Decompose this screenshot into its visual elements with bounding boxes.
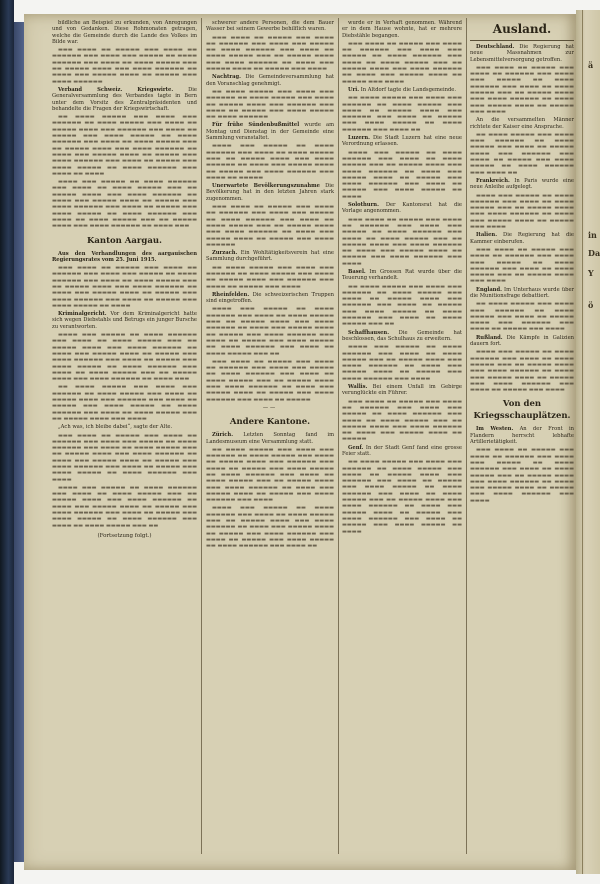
edge-fragment: ä — [588, 60, 594, 70]
article-paragraph: Die Gemeindeversammlung hat den Voranschlag genehmigt. — [206, 74, 334, 87]
filler-text: ▬▬▬▬ ▬▬▬ ▬▬▬▬▬ ▬▬ ▬▬▬▬ ▬▬▬▬▬▬ ▬▬▬ ▬▬▬▬ ▬▬ ▬▬▬▬ ▬▬▬▬▬ ▬▬▬ ▬▬ ▬▬▬▬▬ ▬▬▬▬ ▬▬▬ ▬▬▬▬ ▬▬▬▬▬▬ ▬▬ ▬▬▬▬ ▬▬▬ ▬▬▬▬▬ ▬▬▬▬ ▬▬ ▬▬▬▬▬ ▬▬▬ ▬▬▬▬ ▬▬▬▬▬▬ ▬▬▬ ▬▬▬▬ ▬▬ ▬▬▬▬▬ ▬▬▬ ▬▬▬▬ ▬▬▬▬▬ ▬▬ ▬▬▬▬ ▬▬▬▬▬▬ ▬▬▬ ▬▬▬▬ ▬▬ ▬▬▬▬ ▬▬▬▬▬ ▬▬▬ ▬▬ — [206, 306, 334, 357]
article-paragraph: In Paris wurde eine neue Anleihe aufgelegt. — [470, 177, 574, 191]
article-paragraph: Vor dem Kriminalgericht hatte sich wegen Diebstahls und Betrugs ein junger Bursche zu verantworten. — [52, 311, 197, 330]
section-subhead: Schaffhausen. — [348, 329, 389, 336]
section-subhead: Kriminalgericht. — [58, 311, 107, 318]
section-heading: Kanton Aargau. — [87, 235, 162, 246]
section-subhead: Basel. — [348, 268, 366, 275]
article-paragraph: wurde er in Verhaft genommen. Während er in dem Hause wohnte, hat er mehrere Diebstähle begangen. — [342, 20, 462, 39]
section-heading: Ausland. — [492, 22, 552, 36]
article-paragraph: Der Kantonsrat hat die Vorlage angenommen. — [342, 202, 462, 215]
article-paragraph: In der Stadt Genf fand eine grosse Feier statt. — [342, 444, 462, 457]
article-paragraph: An der Front in Flandern herrscht lebhafte Artillerietätigkeit. — [470, 426, 574, 446]
book-binding — [0, 0, 14, 884]
filler-text: ▬▬▬▬ ▬▬▬ ▬▬▬▬▬ ▬▬ ▬▬▬▬ ▬▬▬▬▬▬ ▬▬▬ ▬▬▬▬ ▬▬ ▬▬▬▬ ▬▬▬▬▬ ▬▬▬ ▬▬ ▬▬▬▬▬ ▬▬▬▬ ▬▬▬ ▬▬▬▬ ▬▬▬▬▬▬ ▬▬ ▬▬▬▬ ▬▬▬ ▬▬▬▬▬ ▬▬▬▬ ▬▬ ▬▬▬▬▬ ▬▬▬ ▬▬▬▬ ▬▬▬▬▬▬ ▬▬▬ ▬▬▬▬ ▬▬ ▬▬▬▬▬ ▬▬▬ ▬▬▬▬ — [470, 349, 574, 394]
filler-text: ▬▬▬ ▬▬▬▬ ▬▬ ▬▬▬▬▬ ▬▬▬ ▬▬▬▬ ▬▬ ▬▬▬▬▬▬ ▬▬▬ ▬▬▬▬ ▬▬▬ ▬▬▬▬▬ ▬▬ ▬▬▬▬ ▬▬▬▬▬▬ ▬▬▬ ▬▬▬▬ ▬▬ ▬▬▬▬ ▬▬▬▬▬ ▬▬▬ ▬▬ ▬▬▬▬▬ ▬▬▬▬ ▬▬▬ ▬▬▬▬ ▬▬▬▬▬▬ ▬▬ ▬▬▬▬ ▬▬▬ ▬▬▬▬▬ ▬▬▬▬ ▬▬ ▬▬▬▬▬ ▬▬▬ ▬▬▬▬ — [342, 40, 462, 85]
section-heading: Von den Kriegsschauplätzen. — [473, 399, 571, 422]
filler-text: ▬▬ ▬▬▬▬ ▬▬▬▬▬ ▬▬▬ ▬▬▬▬ ▬▬▬ ▬▬▬▬▬▬ ▬▬ ▬▬▬▬ ▬▬▬▬▬ ▬▬▬ ▬▬▬▬ ▬▬ ▬▬▬▬▬ ▬▬▬▬ ▬▬▬ ▬▬▬▬▬▬ ▬▬▬ ▬▬▬▬ ▬▬ ▬▬▬▬▬ ▬▬▬ ▬▬▬▬ — [470, 301, 574, 333]
edge-fragment: ö — [588, 300, 594, 310]
article-paragraph: Die Kämpfe in Galizien dauern fort. — [470, 334, 574, 348]
article-paragraph: wurde am Montag und Dienstag in der Gemeinde eine Sammlung veranstaltet. — [206, 122, 334, 142]
filler-text: ▬▬▬▬ ▬▬▬ ▬▬▬▬▬ ▬▬ ▬▬▬▬ ▬▬▬▬▬▬ ▬▬▬ ▬▬▬▬ ▬▬ ▬▬▬▬ ▬▬▬▬▬ ▬▬▬ ▬▬ ▬▬▬▬▬ ▬▬▬▬ ▬▬▬ ▬▬▬▬ ▬▬▬▬▬▬ ▬▬ ▬▬▬▬ ▬▬▬ ▬▬▬▬▬ ▬▬▬▬ ▬▬ ▬▬▬▬▬ ▬▬▬ ▬▬▬▬ — [470, 192, 574, 231]
column-3 — [342, 20, 462, 852]
filler-text: ▬▬ ▬▬▬▬ ▬▬▬▬▬ ▬▬▬ ▬▬▬▬ ▬▬▬ ▬▬▬▬▬▬ ▬▬ ▬▬▬▬ ▬▬▬▬▬ ▬▬▬ ▬▬▬▬ ▬▬ ▬▬▬▬▬ ▬▬▬▬ ▬▬▬ ▬▬▬▬▬▬ ▬▬▬ ▬▬▬▬ ▬▬ ▬▬▬▬▬ ▬▬▬ ▬▬▬▬ ▬▬▬▬▬ ▬▬ ▬▬▬▬ ▬▬▬▬▬▬ ▬▬▬ ▬▬▬▬ ▬▬ ▬▬▬▬ ▬▬▬▬▬ ▬▬▬ ▬▬ ▬▬▬▬▬ ▬▬▬▬ ▬▬▬ ▬▬▬▬ — [52, 384, 197, 422]
separator: —— — [262, 404, 278, 411]
article-quote: „Ach was, ich bleibe dabei“, sagte der Alte. — [58, 424, 173, 431]
filler-text: ▬▬▬▬ ▬▬▬ ▬▬▬▬▬ ▬▬ ▬▬▬▬ ▬▬▬▬▬▬ ▬▬▬ ▬▬▬▬ ▬▬ ▬▬▬▬ ▬▬▬▬▬ ▬▬▬ ▬▬ ▬▬▬▬▬ ▬▬▬▬ ▬▬▬ ▬▬▬▬ ▬▬▬▬▬▬ ▬▬ ▬▬▬▬ ▬▬▬ ▬▬▬▬▬ ▬▬▬▬ ▬▬ ▬▬▬▬▬ ▬▬▬ ▬▬▬▬ ▬▬▬▬▬▬ ▬▬▬ ▬▬▬▬ ▬▬ ▬▬▬▬▬ ▬▬▬ ▬▬▬▬ ▬▬▬▬▬ ▬▬ ▬▬▬▬ ▬▬▬▬▬▬ ▬▬▬ ▬▬▬▬ ▬▬ ▬▬▬▬ ▬▬▬▬▬ ▬▬▬ ▬▬ ▬▬▬▬▬ ▬▬▬▬ ▬▬▬ ▬▬▬▬ ▬▬▬▬▬▬ ▬▬ ▬▬▬▬ ▬▬▬ — [52, 332, 197, 383]
filler-text: ▬▬ ▬▬▬▬ ▬▬▬▬▬ ▬▬▬ ▬▬▬▬ ▬▬▬ ▬▬▬▬▬▬ ▬▬ ▬▬▬▬ ▬▬▬▬▬ ▬▬▬ ▬▬▬▬ ▬▬ ▬▬▬▬▬ ▬▬▬▬ ▬▬▬ ▬▬▬▬▬▬ ▬▬▬ ▬▬▬▬ ▬▬ ▬▬▬▬▬ ▬▬▬ ▬▬▬▬ — [206, 264, 334, 290]
section-subhead: Verband Schweiz. Kriegswirte. — [58, 86, 174, 93]
section-subhead: Uri. — [348, 86, 360, 93]
filler-text: ▬▬▬ ▬▬▬▬ ▬▬ ▬▬▬▬▬ ▬▬▬ ▬▬▬▬ ▬▬ ▬▬▬▬▬▬ ▬▬▬ ▬▬▬▬ ▬▬▬ ▬▬▬▬▬ ▬▬ ▬▬▬▬ ▬▬▬▬▬▬ ▬▬▬ ▬▬▬▬ ▬▬ ▬▬▬▬ ▬▬▬▬▬ ▬▬▬ ▬▬ ▬▬▬▬▬ ▬▬▬▬ ▬▬▬ ▬▬▬▬ — [470, 246, 574, 285]
column-4 — [470, 20, 574, 852]
article-paragraph: Im Grossen Rat wurde über die Teuerung verhandelt. — [342, 268, 462, 282]
section-subhead: Zürich. — [212, 432, 233, 439]
filler-text: ▬▬▬▬ ▬▬▬ ▬▬▬▬▬ ▬▬ ▬▬▬▬ ▬▬▬▬▬▬ ▬▬▬ ▬▬▬▬ ▬▬ ▬▬▬▬ ▬▬▬▬▬ ▬▬▬ ▬▬ ▬▬▬▬▬ ▬▬▬▬ ▬▬▬ ▬▬▬▬ ▬▬▬▬▬▬ ▬▬ ▬▬▬▬ ▬▬▬ ▬▬▬▬▬ ▬▬▬▬ ▬▬ ▬▬▬▬▬ ▬▬▬ ▬▬▬▬ ▬▬▬▬▬▬ ▬▬▬ ▬▬▬▬ ▬▬ ▬▬▬▬▬ ▬▬▬ ▬▬▬▬ ▬▬▬▬▬ ▬▬ ▬▬▬▬ ▬▬▬▬▬▬ ▬▬▬ ▬▬▬▬ ▬▬ — [206, 505, 334, 550]
filler-text: ▬▬ ▬▬▬▬ ▬▬▬▬▬ ▬▬▬ ▬▬▬▬ ▬▬▬ ▬▬▬▬▬▬ ▬▬ ▬▬▬▬ ▬▬▬▬▬ ▬▬▬ ▬▬▬▬ ▬▬ ▬▬▬▬▬ ▬▬▬▬ ▬▬▬ ▬▬▬▬▬▬ ▬▬▬ ▬▬▬▬ ▬▬ ▬▬▬▬▬ ▬▬▬ ▬▬▬▬ ▬▬▬▬▬ ▬▬ ▬▬▬▬ ▬▬▬▬▬▬ — [206, 88, 334, 121]
column-2 — [206, 20, 334, 852]
article-paragraph: An die versammelten Männer richtete der Kaiser eine Ansprache. — [470, 117, 574, 130]
section-subhead: Zurzach. — [212, 250, 238, 257]
article-paragraph: Die Regierung hat die Kammer einberufen. — [470, 232, 574, 245]
section-subhead: Rheinfelden. — [212, 291, 250, 298]
filler-text: ▬▬▬ ▬▬▬▬ ▬▬ ▬▬▬▬▬ ▬▬▬ ▬▬▬▬ ▬▬ ▬▬▬▬▬▬ ▬▬▬ ▬▬▬▬ ▬▬▬ ▬▬▬▬▬ ▬▬ ▬▬▬▬ ▬▬▬▬▬▬ ▬▬▬ ▬▬▬▬ ▬▬ ▬▬▬▬ ▬▬▬▬▬ ▬▬▬ ▬▬ ▬▬▬▬▬ ▬▬▬▬ ▬▬▬ ▬▬▬▬ ▬▬▬▬▬▬ ▬▬ ▬▬▬▬ ▬▬▬ ▬▬▬▬▬ ▬▬▬▬ ▬▬ ▬▬▬▬▬ ▬▬▬ ▬▬▬▬ — [470, 64, 574, 115]
column-rule — [338, 18, 339, 854]
filler-text: ▬▬▬▬ ▬▬▬ ▬▬▬▬▬ ▬▬ ▬▬▬▬ ▬▬▬▬▬▬ ▬▬▬ ▬▬▬▬ ▬▬ ▬▬▬▬ ▬▬▬▬▬ ▬▬▬ ▬▬ ▬▬▬▬▬ ▬▬▬▬ ▬▬▬ ▬▬▬▬ ▬▬▬▬▬▬ ▬▬ ▬▬▬▬ ▬▬▬ ▬▬▬▬▬ ▬▬▬▬ ▬▬ ▬▬▬▬▬ ▬▬▬ ▬▬▬▬ ▬▬▬▬▬▬ ▬▬▬ ▬▬▬▬ — [342, 344, 462, 382]
filler-text: ▬▬ ▬▬▬▬ ▬▬▬▬▬ ▬▬▬ ▬▬▬▬ ▬▬▬ ▬▬▬▬▬▬ ▬▬ ▬▬▬▬ ▬▬▬▬▬ ▬▬▬ ▬▬▬▬ ▬▬ ▬▬▬▬▬ ▬▬▬▬ ▬▬▬ ▬▬▬▬▬▬ ▬▬▬ ▬▬▬▬ ▬▬ ▬▬▬▬▬ ▬▬▬ ▬▬▬▬ ▬▬▬▬▬ ▬▬ ▬▬▬▬ ▬▬▬▬▬▬ ▬▬▬ ▬▬▬▬ ▬▬ ▬▬▬▬ ▬▬▬▬▬ ▬▬▬ ▬▬ ▬▬▬▬▬ ▬▬▬▬ ▬▬▬ ▬▬▬▬ ▬▬▬▬▬▬ ▬▬ ▬▬▬▬ ▬▬▬ ▬▬▬▬▬ ▬▬▬▬ ▬▬ ▬▬▬▬▬ ▬▬▬ ▬▬▬▬ ▬▬▬▬▬▬ ▬▬▬ ▬▬▬▬ — [206, 446, 334, 504]
section-subhead: Unerwartete Bevölkerungszunahme — [212, 183, 320, 190]
filler-text: ▬▬▬ ▬▬▬▬ ▬▬ ▬▬▬▬▬ ▬▬▬ ▬▬▬▬ ▬▬ ▬▬▬▬▬▬ ▬▬▬ ▬▬▬▬ ▬▬▬ ▬▬▬▬▬ ▬▬ ▬▬▬▬ ▬▬▬▬▬▬ ▬▬▬ ▬▬▬▬ ▬▬ ▬▬▬▬ ▬▬▬▬▬ ▬▬▬ ▬▬ ▬▬▬▬▬ ▬▬▬▬ ▬▬▬ ▬▬▬▬ ▬▬▬▬▬▬ ▬▬ ▬▬▬▬ ▬▬▬ ▬▬▬▬▬ ▬▬▬▬ ▬▬ ▬▬▬▬▬ ▬▬▬ ▬▬▬▬ ▬▬▬▬▬▬ ▬▬▬ ▬▬▬▬ ▬▬ ▬▬▬▬▬ — [206, 358, 334, 403]
filler-text: ▬▬▬▬ ▬▬▬ ▬▬▬▬▬ ▬▬ ▬▬▬▬ ▬▬▬▬▬▬ ▬▬▬ ▬▬▬▬ ▬▬ ▬▬▬▬ ▬▬▬▬▬ ▬▬▬ ▬▬ ▬▬▬▬▬ ▬▬▬▬ ▬▬▬ ▬▬▬▬ ▬▬▬▬▬▬ ▬▬ ▬▬▬▬ ▬▬▬ ▬▬▬▬▬ ▬▬▬▬ ▬▬ ▬▬▬▬▬ ▬▬▬ ▬▬▬▬ ▬▬▬▬▬▬ ▬▬▬ ▬▬▬▬ ▬▬ ▬▬▬▬▬ ▬▬▬ ▬▬▬▬ ▬▬▬▬▬ ▬▬ ▬▬▬▬ — [342, 149, 462, 200]
article-paragraph: bildliche an Beispiel zu erkunden, von Anregungen und von Gedanken. Diese Rohmonaten getragen, welche die Gemeinde durch die Lande des Volkes im Bilde war. — [52, 20, 197, 45]
article-paragraph: Im Unterhaus wurde über die Munitionsfrage debattiert. — [470, 286, 574, 299]
article-lead: Aus den Verhandlungen des aargauischen Regierungsrates vom 25. Juni 1915. — [52, 250, 197, 263]
edge-fragment: Y — [588, 268, 594, 278]
filler-text: ▬▬ ▬▬▬▬ ▬▬▬▬▬ ▬▬▬ ▬▬▬▬ ▬▬▬ ▬▬▬▬▬▬ ▬▬ ▬▬▬▬ ▬▬▬▬▬ ▬▬▬ ▬▬▬▬ ▬▬ ▬▬▬▬▬ ▬▬▬▬ ▬▬▬ ▬▬▬▬▬▬ ▬▬▬ ▬▬▬▬ ▬▬ ▬▬▬▬▬ ▬▬▬ ▬▬▬▬ ▬▬▬▬▬ ▬▬ ▬▬▬▬ ▬▬▬▬▬▬ ▬▬▬ ▬▬▬▬ ▬▬ — [470, 131, 574, 176]
next-page-edge — [576, 10, 600, 874]
column-rule — [466, 18, 467, 854]
section-subhead: Luzern. — [348, 135, 370, 142]
filler-text: ▬▬ ▬▬▬▬ ▬▬▬▬▬ ▬▬▬ ▬▬▬▬ ▬▬▬ ▬▬▬▬▬▬ ▬▬ ▬▬▬▬ ▬▬▬▬▬ ▬▬▬ ▬▬▬▬ ▬▬ ▬▬▬▬▬ ▬▬▬▬ ▬▬▬ ▬▬▬▬▬▬ ▬▬▬ ▬▬▬▬ ▬▬ ▬▬▬▬▬ ▬▬▬ ▬▬▬▬ ▬▬▬▬▬ ▬▬ ▬▬▬▬ ▬▬▬▬▬▬ ▬▬▬ ▬▬▬▬ ▬▬ ▬▬▬▬ ▬▬▬▬▬ ▬▬▬ ▬▬ ▬▬▬▬▬ ▬▬▬▬ ▬▬▬ ▬▬▬▬ ▬▬▬▬▬▬ ▬▬ ▬▬▬▬ ▬▬▬ ▬▬▬▬▬ ▬▬▬▬ ▬▬ ▬▬▬▬▬ ▬▬▬ ▬▬▬▬ ▬▬▬▬▬▬ ▬▬▬ ▬▬▬▬ ▬▬ ▬▬▬▬▬ ▬▬▬ ▬▬▬▬ ▬▬▬▬▬ ▬▬ ▬▬▬▬ — [342, 459, 462, 535]
article-paragraph: In Altdorf tagte die Landsgemeinde. — [360, 86, 457, 93]
section-subhead: Wallis. — [348, 384, 368, 391]
filler-text: ▬▬▬ ▬▬▬▬ ▬▬ ▬▬▬▬▬ ▬▬▬ ▬▬▬▬ ▬▬ ▬▬▬▬▬▬ ▬▬▬ ▬▬▬▬ ▬▬▬ ▬▬▬▬▬ ▬▬ ▬▬▬▬ ▬▬▬▬▬▬ ▬▬▬ ▬▬▬▬ ▬▬ ▬▬▬▬ ▬▬▬▬▬ ▬▬▬ ▬▬ ▬▬▬▬▬ ▬▬▬▬ ▬▬▬ ▬▬▬▬ ▬▬▬▬▬▬ ▬▬ ▬▬▬▬ ▬▬▬ ▬▬▬▬▬ ▬▬▬▬ ▬▬ ▬▬▬▬▬ ▬▬▬ ▬▬▬▬ ▬▬▬▬▬▬ ▬▬▬ ▬▬▬▬ — [470, 447, 574, 504]
binding-strip — [14, 22, 24, 862]
section-subhead: Deutschland. — [476, 44, 515, 50]
article-paragraph: schwerer andere Personen, die dem Bauer Wasser bei seinem Gewerbe behilflich waren. — [206, 20, 334, 33]
filler-text: ▬▬▬ ▬▬▬▬ ▬▬ ▬▬▬▬▬ ▬▬▬ ▬▬▬▬ ▬▬ ▬▬▬▬▬▬ ▬▬▬ ▬▬▬▬ ▬▬▬ ▬▬▬▬▬ ▬▬ ▬▬▬▬ ▬▬▬▬▬▬ ▬▬▬ ▬▬▬▬ ▬▬ ▬▬▬▬ ▬▬▬▬▬ ▬▬▬ ▬▬ ▬▬▬▬▬ ▬▬▬▬ ▬▬▬ ▬▬▬▬ ▬▬▬▬▬▬ ▬▬ ▬▬▬▬ ▬▬▬ ▬▬▬▬▬ ▬▬▬▬ ▬▬ ▬▬▬▬▬ ▬▬▬ ▬▬▬▬ ▬▬▬▬▬▬ ▬▬▬ ▬▬▬▬ ▬▬ ▬▬▬▬▬ ▬▬▬ ▬▬▬▬ ▬▬▬▬▬ ▬▬ ▬▬▬▬ — [52, 265, 197, 309]
filler-text: ▬▬▬ ▬▬▬▬ ▬▬ ▬▬▬▬▬ ▬▬▬ ▬▬▬▬ ▬▬ ▬▬▬▬▬▬ ▬▬▬ ▬▬▬▬ ▬▬▬ ▬▬▬▬▬ ▬▬ ▬▬▬▬ ▬▬▬▬▬▬ ▬▬▬ ▬▬▬▬ ▬▬ ▬▬▬▬ ▬▬▬▬▬ ▬▬▬ ▬▬ ▬▬▬▬▬ ▬▬▬▬ ▬▬▬ ▬▬▬▬ ▬▬▬▬▬▬ ▬▬ ▬▬▬▬ ▬▬▬ ▬▬▬▬▬ ▬▬▬▬ ▬▬ ▬▬▬▬▬ — [342, 398, 462, 443]
page-gutter-line — [582, 10, 583, 874]
filler-text: ▬▬▬ ▬▬▬▬ ▬▬ ▬▬▬▬▬ ▬▬▬ ▬▬▬▬ ▬▬ ▬▬▬▬▬▬ ▬▬▬ ▬▬▬▬ ▬▬▬ ▬▬▬▬▬ ▬▬ ▬▬▬▬ ▬▬▬▬▬▬ ▬▬▬ ▬▬▬▬ ▬▬ ▬▬▬▬ ▬▬▬▬▬ ▬▬▬ ▬▬ ▬▬▬▬▬ ▬▬▬▬ ▬▬▬ ▬▬▬▬ ▬▬▬▬▬▬ ▬▬ ▬▬▬▬ ▬▬▬ ▬▬▬▬▬ ▬▬▬▬ ▬▬ ▬▬▬▬▬ ▬▬▬ ▬▬▬▬ ▬▬▬▬▬▬ ▬▬▬ ▬▬▬▬ — [342, 216, 462, 267]
article-paragraph: Bei einem Unfall im Gebirge verunglückte ein Führer. — [342, 384, 462, 397]
section-subhead: Rußland. — [476, 334, 503, 341]
section-subhead: Frankreich. — [476, 177, 510, 184]
filler-text: ▬▬ ▬▬▬▬ ▬▬▬▬▬ ▬▬▬ ▬▬▬▬ ▬▬▬ ▬▬▬▬▬▬ ▬▬ ▬▬▬▬ ▬▬▬▬▬ ▬▬▬ ▬▬▬▬ ▬▬ ▬▬▬▬▬ ▬▬▬▬ ▬▬▬ ▬▬▬▬▬▬ ▬▬▬ ▬▬▬▬ ▬▬ ▬▬▬▬▬ ▬▬▬ ▬▬▬▬ ▬▬▬▬▬ ▬▬ ▬▬▬▬ ▬▬▬▬▬▬ ▬▬▬ ▬▬▬▬ ▬▬ ▬▬▬▬ ▬▬▬▬▬ ▬▬▬ ▬▬ — [342, 283, 462, 328]
filler-text: ▬▬▬ ▬▬▬▬ ▬▬ ▬▬▬▬▬ ▬▬▬ ▬▬▬▬ ▬▬ ▬▬▬▬▬▬ ▬▬▬ ▬▬▬▬ ▬▬▬ ▬▬▬▬▬ ▬▬ ▬▬▬▬ ▬▬▬▬▬▬ ▬▬▬ ▬▬▬▬ ▬▬ ▬▬▬▬ ▬▬▬▬▬ ▬▬▬ ▬▬ ▬▬▬▬▬ ▬▬▬▬ ▬▬▬ ▬▬▬▬ ▬▬▬▬▬▬ ▬▬ ▬▬▬▬ ▬▬▬ ▬▬▬▬▬ ▬▬▬▬ ▬▬ ▬▬▬▬▬ ▬▬▬ ▬▬▬▬ ▬▬▬▬▬▬ — [52, 47, 197, 85]
article-paragraph: Die Generalversammlung des Verbandes tagte in Bern unter dem Vorsitz des Zentralpräsidenten und behandelte die Fragen der Kriegswirtschaft. — [52, 86, 197, 112]
filler-text: ▬▬▬ ▬▬▬▬ ▬▬ ▬▬▬▬▬ ▬▬▬ ▬▬▬▬ ▬▬ ▬▬▬▬▬▬ ▬▬▬ ▬▬▬▬ ▬▬▬ ▬▬▬▬▬ ▬▬ ▬▬▬▬ ▬▬▬▬▬▬ ▬▬▬ ▬▬▬▬ ▬▬ ▬▬▬▬ ▬▬▬▬▬ ▬▬▬ ▬▬ ▬▬▬▬▬ ▬▬▬▬ ▬▬▬ ▬▬▬▬ ▬▬▬▬▬▬ ▬▬ ▬▬▬▬ ▬▬▬ ▬▬▬▬▬ ▬▬▬▬ ▬▬ ▬▬▬▬▬ ▬▬▬ ▬▬▬▬ ▬▬▬▬▬▬ ▬▬▬ ▬▬▬▬ ▬▬ ▬▬▬▬▬ ▬▬▬ ▬▬▬▬ ▬▬▬▬▬ ▬▬ ▬▬▬▬ ▬▬▬▬▬▬ ▬▬▬ ▬▬▬▬ — [52, 432, 197, 483]
column-1 — [52, 20, 197, 852]
section-subhead: Für frühe Sündenbußmittel — [212, 122, 300, 129]
article-paragraph: Letzten Sonntag fand im Landesmuseum eine Versammlung statt. — [206, 432, 334, 445]
article-paragraph: Die schweizerischen Truppen sind eingetroffen. — [206, 291, 334, 305]
filler-text: ▬▬ ▬▬▬▬ ▬▬▬▬▬ ▬▬▬ ▬▬▬▬ ▬▬▬ ▬▬▬▬▬▬ ▬▬ ▬▬▬▬ ▬▬▬▬▬ ▬▬▬ ▬▬▬▬ ▬▬ ▬▬▬▬▬ ▬▬▬▬ ▬▬▬ ▬▬▬▬▬▬ ▬▬▬ ▬▬▬▬ ▬▬ ▬▬▬▬▬ ▬▬▬ ▬▬▬▬ ▬▬▬▬▬ ▬▬ ▬▬▬▬ ▬▬▬▬▬▬ ▬▬▬ ▬▬▬▬ ▬▬ — [342, 95, 462, 133]
edge-fragment: in — [588, 230, 597, 240]
filler-text: ▬▬▬ ▬▬▬▬ ▬▬ ▬▬▬▬▬ ▬▬▬ ▬▬▬▬ ▬▬ ▬▬▬▬▬▬ ▬▬▬ ▬▬▬▬ ▬▬▬ ▬▬▬▬▬ ▬▬ ▬▬▬▬ ▬▬▬▬▬▬ ▬▬▬ ▬▬▬▬ ▬▬ ▬▬▬▬ ▬▬▬▬▬ ▬▬▬ ▬▬ ▬▬▬▬▬ ▬▬▬▬ ▬▬▬ ▬▬▬▬ ▬▬▬▬▬▬ ▬▬ ▬▬▬▬ ▬▬▬ ▬▬▬▬▬ ▬▬▬▬ ▬▬ ▬▬▬▬▬ ▬▬▬ ▬▬▬▬ ▬▬▬▬▬▬ — [206, 204, 334, 248]
section-subhead: England. — [476, 286, 502, 293]
article-paragraph: Die Gemeinde hat beschlossen, das Schulhaus zu erweitern. — [342, 329, 462, 342]
article-paragraph: Die Stadt Luzern hat eine neue Verordnung erlassen. — [342, 135, 462, 148]
edge-fragment: Da — [588, 248, 600, 258]
section-subhead: Solothurn. — [348, 202, 379, 209]
article-paragraph: Ein Wohltätigkeitsverein hat eine Sammlung durchgeführt. — [206, 250, 334, 263]
filler-text: ▬▬▬▬ ▬▬▬ ▬▬▬▬▬ ▬▬ ▬▬▬▬ ▬▬▬▬▬▬ ▬▬▬ ▬▬▬▬ ▬▬ ▬▬▬▬ ▬▬▬▬▬ ▬▬▬ ▬▬ ▬▬▬▬▬ ▬▬▬▬ ▬▬▬ ▬▬▬▬ ▬▬▬▬▬▬ ▬▬ ▬▬▬▬ ▬▬▬ ▬▬▬▬▬ ▬▬▬▬ ▬▬ ▬▬▬▬▬ ▬▬▬ ▬▬▬▬ ▬▬▬▬▬▬ ▬▬▬ ▬▬▬▬ ▬▬ ▬▬▬▬▬ ▬▬▬ ▬▬▬▬ ▬▬▬▬▬ ▬▬ ▬▬▬▬ ▬▬▬▬▬▬ ▬▬▬ ▬▬▬▬ ▬▬ ▬▬▬▬ ▬▬▬▬▬ ▬▬▬ ▬▬ — [52, 484, 197, 529]
article-paragraph: Die Regierung hat neue Massnahmen zur Lebensmittelversorgung getroffen. — [470, 44, 574, 63]
filler-text: ▬▬▬ ▬▬▬▬ ▬▬ ▬▬▬▬▬ ▬▬▬ ▬▬▬▬ ▬▬ ▬▬▬▬▬▬ ▬▬▬ ▬▬▬▬ ▬▬▬ ▬▬▬▬▬ ▬▬ ▬▬▬▬ ▬▬▬▬▬▬ ▬▬▬ ▬▬▬▬ ▬▬ ▬▬▬▬ ▬▬▬▬▬ ▬▬▬ ▬▬ ▬▬▬▬▬ ▬▬▬▬ ▬▬▬ ▬▬▬▬ ▬▬▬▬▬▬ ▬▬ ▬▬▬▬ ▬▬▬ ▬▬▬▬▬ ▬▬▬▬ ▬▬ ▬▬▬▬▬ ▬▬▬ ▬▬▬▬ — [206, 34, 334, 73]
article-paragraph: Die Bevölkerung hat in den letzten Jahren stark zugenommen. — [206, 183, 334, 202]
section-subhead: Im Westen. — [476, 426, 514, 433]
column-rule — [201, 18, 202, 854]
filler-text: ▬▬▬▬ ▬▬▬ ▬▬▬▬▬ ▬▬ ▬▬▬▬ ▬▬▬▬▬▬ ▬▬▬ ▬▬▬▬ ▬▬ ▬▬▬▬ ▬▬▬▬▬ ▬▬▬ ▬▬ ▬▬▬▬▬ ▬▬▬▬ ▬▬▬ ▬▬▬▬ ▬▬▬▬▬▬ ▬▬ ▬▬▬▬ ▬▬▬ ▬▬▬▬▬ ▬▬▬▬ ▬▬ ▬▬▬▬▬ ▬▬▬ ▬▬▬▬ ▬▬▬▬▬▬ ▬▬▬ ▬▬▬▬ ▬▬ ▬▬▬▬▬ ▬▬▬ ▬▬▬▬ ▬▬▬▬▬ ▬▬ ▬▬▬▬ ▬▬▬▬▬▬ ▬▬▬ ▬▬▬▬ ▬▬ ▬▬▬▬ ▬▬▬▬▬ ▬▬▬ ▬▬ ▬▬▬▬▬ ▬▬▬▬ ▬▬▬ ▬▬▬▬ ▬▬▬▬▬▬ ▬▬ ▬▬▬▬ ▬▬▬ — [52, 179, 197, 230]
filler-text: ▬▬ ▬▬▬▬ ▬▬▬▬▬ ▬▬▬ ▬▬▬▬ ▬▬▬ ▬▬▬▬▬▬ ▬▬ ▬▬▬▬ ▬▬▬▬▬ ▬▬▬ ▬▬▬▬ ▬▬ ▬▬▬▬▬ ▬▬▬▬ ▬▬▬ ▬▬▬▬▬▬ ▬▬▬ ▬▬▬▬ ▬▬ ▬▬▬▬▬ ▬▬▬ ▬▬▬▬ ▬▬▬▬▬ ▬▬ ▬▬▬▬ ▬▬▬▬▬▬ ▬▬▬ ▬▬▬▬ ▬▬ ▬▬▬▬ ▬▬▬▬▬ ▬▬▬ ▬▬ ▬▬▬▬▬ ▬▬▬▬ ▬▬▬ ▬▬▬▬ ▬▬▬▬▬▬ ▬▬ ▬▬▬▬ ▬▬▬ ▬▬▬▬▬ ▬▬▬▬ ▬▬ ▬▬▬▬▬ ▬▬▬ ▬▬▬▬ ▬▬▬▬▬▬ ▬▬▬ ▬▬▬▬ ▬▬ ▬▬▬▬▬ ▬▬▬ ▬▬▬▬ ▬▬▬▬▬ ▬▬ ▬▬▬▬ ▬▬▬▬▬▬ ▬▬▬ ▬▬▬▬ ▬▬ ▬▬▬▬ — [52, 114, 197, 177]
section-heading: Andere Kantone. — [229, 417, 311, 428]
section-subhead: Italien. — [476, 232, 498, 239]
section-subhead: Genf. — [348, 444, 364, 451]
continuation-note: (Fortsetzung folgt.) — [97, 532, 152, 539]
section-subhead: Nachtrag. — [212, 74, 241, 81]
filler-text: ▬▬▬▬ ▬▬▬ ▬▬▬▬▬ ▬▬ ▬▬▬▬ ▬▬▬▬▬▬ ▬▬▬ ▬▬▬▬ ▬▬ ▬▬▬▬ ▬▬▬▬▬ ▬▬▬ ▬▬ ▬▬▬▬▬ ▬▬▬▬ ▬▬▬ ▬▬▬▬ ▬▬▬▬▬▬ ▬▬ ▬▬▬▬ ▬▬▬ ▬▬▬▬▬ ▬▬▬▬ ▬▬ ▬▬▬▬▬ ▬▬▬ ▬▬▬▬ ▬▬▬▬▬▬ ▬▬▬ ▬▬▬▬ ▬▬ ▬▬▬▬▬ — [206, 143, 334, 181]
